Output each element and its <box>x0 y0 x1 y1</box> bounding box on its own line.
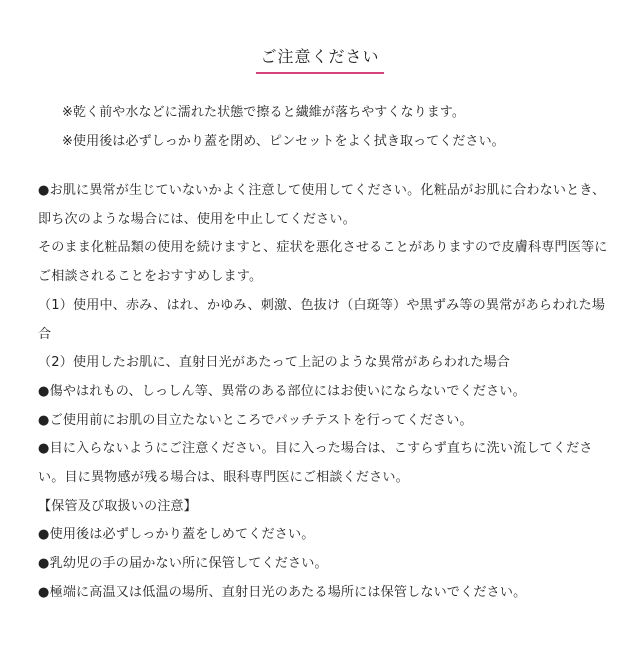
notes-section <box>62 98 602 156</box>
caution-paragraph: ●乳幼児の手の届かない所に保管してください。 <box>38 556 328 572</box>
note-line: ※使用後は必ずしっかり蓋を閉め、ピンセットをよく拭き取ってください。 <box>62 134 505 149</box>
caution-paragraph: （2）使用したお肌に、直射日光があたって上記のような異常があらわれた場合 <box>38 355 511 371</box>
caution-paragraph: （1）使用中、赤み、はれ、かゆみ、刺激、色抜け（白斑等）や黒ずみ等の異常があらわれた場合 <box>38 297 606 342</box>
caution-paragraph: ●目に入らないようにご注意ください。目に入った場合は、こすらず直ちに洗い流してください。目に異物感が残る場合は、眼科専門医にご相談ください。 <box>38 441 593 486</box>
title-wrap <box>0 44 640 74</box>
page-title: ご注意ください <box>256 44 383 74</box>
caution-paragraph: ●極端に高温又は低温の場所、直射日光のあたる場所には保管しないでください。 <box>38 584 527 600</box>
caution-paragraph: ●使用後は必ずしっかり蓋をしめてください。 <box>38 527 315 543</box>
caution-paragraph: ●傷やはれもの、しっしん等、異常のある部位にはお使いにならないでください。 <box>38 383 526 399</box>
caution-paragraph: ●ご使用前にお肌の目立たないところでパッチテストを行ってください。 <box>38 412 473 428</box>
caution-paragraph: そのまま化粧品類の使用を続けますと、症状を悪化させることがありますので皮膚科専門医等にご相談されることをおすすめします。 <box>38 240 608 285</box>
caution-body <box>38 177 612 608</box>
caution-paragraph: ●お肌に異常が生じていないかよく注意して使用してください。化粧品がお肌に合わないとき、即ち次のような場合には、使用を中止してください。 <box>38 183 606 227</box>
storage-heading: 【保管及び取扱いの注意】 <box>38 498 197 514</box>
note-line: ※乾く前や水などに濡れた状態で擦ると繊維が落ちやすくなります。 <box>62 105 465 120</box>
